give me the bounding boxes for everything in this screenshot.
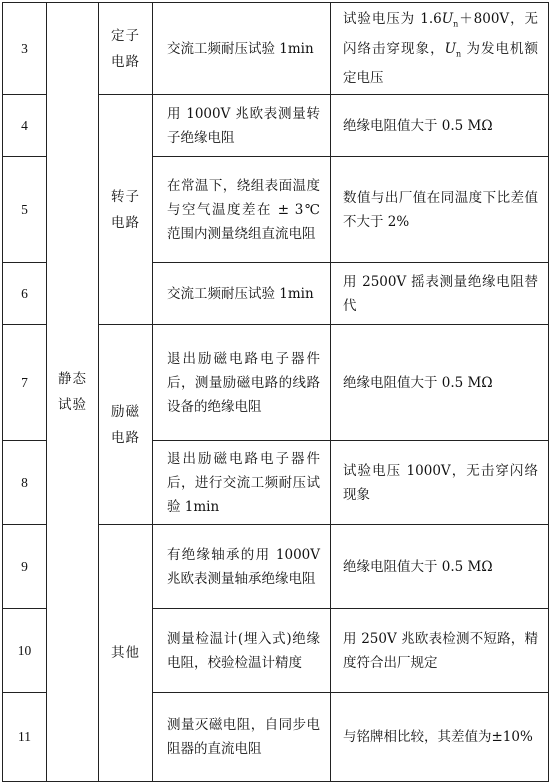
category-label: 静态试验 — [58, 371, 87, 414]
test-item: 交流工频耐压试验 1min — [153, 263, 331, 325]
subgroup-stator-label: 定子电路 — [111, 27, 140, 70]
table-row — [3, 3, 549, 95]
row-number: 6 — [3, 263, 47, 325]
row-number: 5 — [3, 157, 47, 263]
test-item: 在常温下，绕组表面温度与空气温度差在 ± 3℃ 范围内测量绕组直流电阻 — [153, 157, 331, 263]
row-number: 10 — [3, 609, 47, 693]
row-number: 4 — [3, 95, 47, 157]
subgroup-cell — [99, 325, 153, 525]
symbol-u: U — [441, 11, 454, 27]
symbol-n: n — [453, 19, 459, 29]
row-number: 9 — [3, 525, 47, 609]
row-number: 3 — [3, 3, 47, 95]
symbol-n: n — [455, 49, 462, 59]
symbol-u: U — [444, 40, 456, 57]
test-item: 退出励磁电路电子器件后，进行交流工频耐压试验 1min — [153, 441, 331, 525]
requirement: 用 2500V 摇表测量绝缘电阻替代 — [331, 263, 549, 325]
requirement — [331, 3, 549, 95]
requirement-text-b: ＋800V，无闪络击穿现象， — [343, 11, 538, 57]
subgroup-cell — [99, 95, 153, 325]
requirement: 试验电压 1000V，无击穿闪络现象 — [331, 441, 549, 525]
subgroup-cell — [99, 3, 153, 95]
requirement: 绝缘电阻值大于 0.5 MΩ — [331, 95, 549, 157]
subgroup-other-label: 其他 — [111, 645, 140, 662]
test-item: 测量灭磁电阻，自同步电阻器的直流电阻 — [153, 693, 331, 782]
requirement-text-a: 试验电压为 1.6 — [343, 11, 442, 27]
test-item: 测量检温计(埋入式)绝缘电阻，校验检温计精度 — [153, 609, 331, 693]
row-number: 7 — [3, 325, 47, 441]
test-item: 用 1000V 兆欧表测量转子绝缘电阻 — [153, 95, 331, 157]
requirement-text-c: 为发电机额定电压 — [343, 40, 538, 87]
row-number: 8 — [3, 441, 47, 525]
subgroup-rotor-label: 转子电路 — [111, 188, 140, 231]
subgroup-excitation-label: 励磁电路 — [111, 403, 140, 446]
subgroup-cell — [99, 525, 153, 782]
requirement: 与铭牌相比较，其差值为±10% — [331, 693, 549, 782]
requirement: 绝缘电阻值大于 0.5 MΩ — [331, 525, 549, 609]
test-item: 退出励磁电路电子器件后，测量励磁电路的线路设备的绝缘电阻 — [153, 325, 331, 441]
test-item: 有绝缘轴承的用 1000V 兆欧表测量轴承绝缘电阻 — [153, 525, 331, 609]
requirement: 绝缘电阻值大于 0.5 MΩ — [331, 325, 549, 441]
test-item: 交流工频耐压试验 1min — [153, 3, 331, 95]
requirement: 用 250V 兆欧表检测不短路，精度符合出厂规定 — [331, 609, 549, 693]
category-cell — [47, 3, 99, 782]
static-test-table — [2, 2, 549, 782]
requirement: 数值与出厂值在同温度下比差值不大于 2% — [331, 157, 549, 263]
row-number: 11 — [3, 693, 47, 782]
